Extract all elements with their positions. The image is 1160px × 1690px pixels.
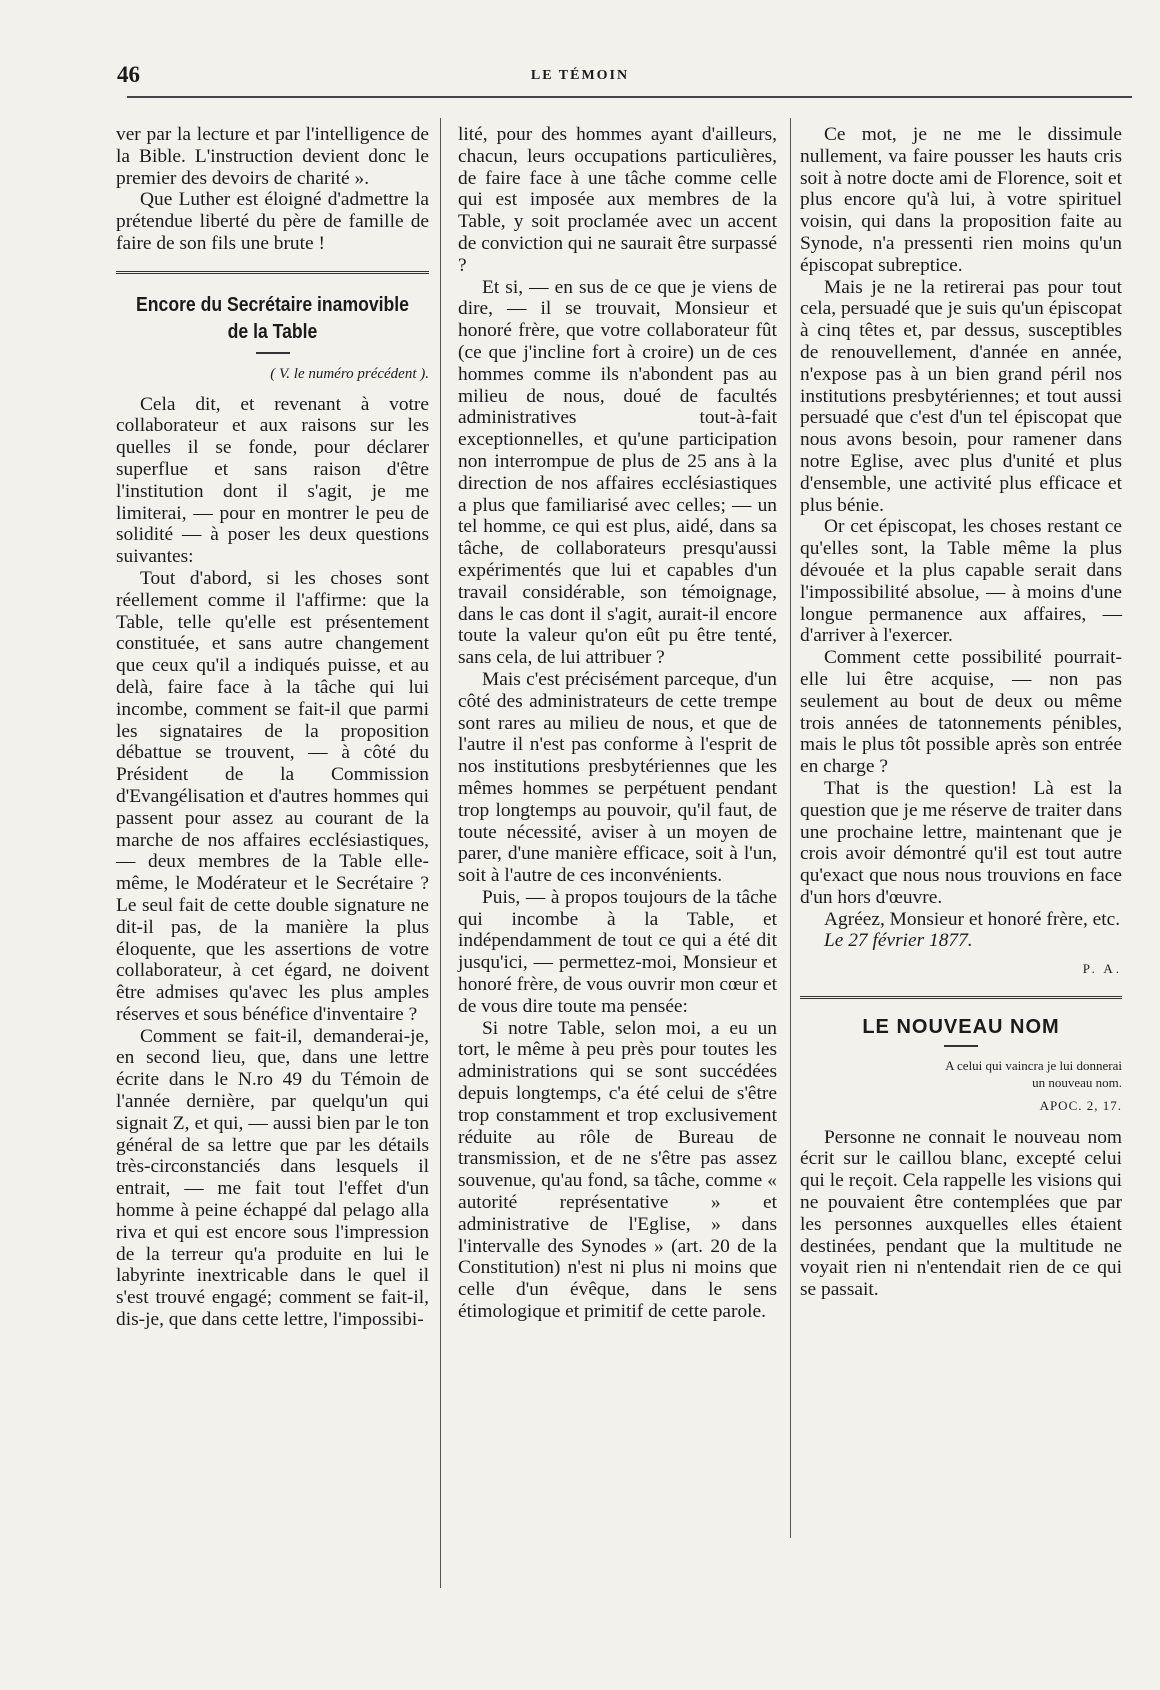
paragraph: Et si, — en sus de ce que je viens de dire, — il se trouvait, Monsieur et honoré frère, que votre collaborateur fût (ce que j'incline fort à croire) un de ces hommes comme ils n'abondent pas au milieu de nous, doué de facultés administratives tout-à-fait exceptionnelles, et qu'une participation non interrompue de plus de 25 ans à la direction de nos affaires ecclésiastiques a plus que familiarisé avec celles; — un tel homme, ce qui est plus, aidé, dans sa tâche, de collaborateurs presqu'aussi expérimentés que lui et capables d'un travail considérable, son témoignage, dans le cas dont il s'agit, aurait-il encore toute la valeur qu'on eût pu être tenté, sans cela, de lui attribuer ? bbox=[458, 276, 777, 669]
paragraph: ver par la lecture et par l'intelligence de la Bible. L'instruction devient donc le premier des devoirs de charité ». bbox=[116, 124, 429, 189]
paragraph: Cela dit, et revenant à votre collaborateur et aux raisons sur les quelles il se fonde, pour déclarer superflue et sans raison d'être l'institution dont il s'agit, je me limiterai, — pour en montrer le peu de solidité — à poser les deux questions suivantes: bbox=[116, 393, 429, 568]
column-2 bbox=[458, 124, 777, 1323]
paragraph: Comment cette possibilité pourrait-elle lui être acquise, — non pas seulement au bout de deux ou même trois années de tatonnements pénibles, mais le plus tôt possible après son entrée en charge ? bbox=[800, 647, 1122, 778]
dateline: Le 27 février 1877. bbox=[824, 930, 973, 952]
paragraph: Puis, — à propos toujours de la tâche qui incombe à la Table, et indépendamment de tout ce qui a été dit jusqu'ici, — permettez-moi, Monsieur et honoré frère, de vous ouvrir mon cœur et de vous dire toute ma pensée: bbox=[458, 886, 777, 1017]
paragraph: Comment se fait-il, demanderai-je, en second lieu, que, dans une lettre écrite dans le N.ro 49 du Témoin de l'année dernière, par quelqu'un qui signait Z, et qui, — aussi bien par le ton général de sa lettre que par les détails très-circonstanciés dans lesquels il entrait, — me fait tout l'effet d'un homme à peine échappé dal pelago alla riva et qui est encore sous l'impression de la terreur qu'a produite en lui le labyrinte inextricable dans le quel il s'est trouvé engagé; comment se fait-il, dis-je, que dans cette lettre, l'impossibi- bbox=[116, 1025, 429, 1331]
column-divider bbox=[790, 118, 791, 1538]
paragraph: Personne ne connait le nouveau nom écrit sur le caillou blanc, excepté celui qui le reçoit. Cela rappelle les visions qui ne pouvaient être contemplées que par les personnes auxquelles elles étaient destinées, pendant que la multitude ne voyait rien ni n'entendait rien de ce qui se passait. bbox=[800, 1126, 1122, 1301]
article-heading: Encore du Secrétaire inamovible bbox=[136, 293, 409, 316]
column-3 bbox=[800, 124, 1122, 1301]
column-divider bbox=[440, 118, 441, 1588]
heading-dash bbox=[256, 352, 290, 354]
paragraph: Agréez, Monsieur et honoré frère, etc. bbox=[824, 908, 1121, 930]
section-separator bbox=[800, 996, 1122, 999]
article-reference: ( V. le numéro précédent ). bbox=[270, 365, 429, 382]
column-1 bbox=[116, 124, 429, 1331]
epigraph-reference: APOC. 2, 17. bbox=[1039, 1097, 1122, 1113]
page-number: 46 bbox=[117, 62, 140, 87]
paragraph: Que Luther est éloigné d'admettre la prétendue liberté du père de famille de faire de son fils une brute ! bbox=[116, 189, 429, 254]
paragraph: Ce mot, je ne me le dissimule nullement, va faire pousser les hauts cris soit à notre docte ami de Florence, soit et plus encore qu'à lui, à votre spirituel voisin, qui dans la proposition faite au Synode, n'a pressenti rien moins qu'un épiscopat subreptice. bbox=[800, 124, 1122, 276]
paragraph: Mais c'est précisément parceque, d'un côté des administrateurs de cette trempe sont rares au milieu de nous, et que de l'autre il n'est pas conforme à l'esprit de nos institutions presbytériennes que les mêmes hommes se perpétuent pendant trop longtemps au pouvoir, qu'il faut, de toute nécessité, aviser à un moyen de parer, d'une manière efficace, soit à l'un, soit à l'autre de ces inconvénients. bbox=[458, 668, 777, 887]
article-heading: de la Table bbox=[227, 320, 318, 343]
section-separator bbox=[116, 271, 429, 274]
header-rule bbox=[127, 96, 1132, 98]
heading-dash bbox=[944, 1045, 978, 1047]
article-heading: LE NOUVEAU NOM bbox=[862, 1016, 1060, 1039]
paragraph: Tout d'abord, si les choses sont réellement comme il l'affirme: que la Table, telle qu'elle est présentement constituée, et sans autre changement que ceux qu'il a indiqués puisse, et au delà, faire face à la tâche qui lui incombe, comment se fait-il que parmi les signataires de la proposition débattue se trouvent, — à côté du Président de la Commission d'Evangélisation et d'autres hommes qui passent pour assez au courant de la marche de nos affaires ecclésiastiques, — deux membres de la Table elle-même, le Modérateur et le Secrétaire ? Le seul fait de cette double signature ne dit-il pas, de la manière la plus éloquente, que les assertions de votre collaborateur, à cet égard, ne doivent être admises qu'avec les plus amples réserves et sous bénéfice d'inventaire ? bbox=[116, 567, 429, 1025]
signature: P. A. bbox=[1082, 961, 1122, 977]
epigraph: A celui qui vaincra je lui donnerai un nouveau nom. bbox=[945, 1057, 1122, 1090]
paragraph: Si notre Table, selon moi, a eu un tort, le même à peu près pour toutes les administrations qui se sont succédées depuis longtemps, c'a été celui de s'être trop constamment et trop exclusivement réduite au rôle de Bureau de transmission, et de ne s'être pas assez souvenue, qu'au fond, sa tâche, comme « autorité représentative » et administrative de l'Eglise, » dans l'intervalle des Synodes » (art. 20 de la Constitution) n'est ni plus ni moins que celle d'un évêque, dans le sens étimologique et primitif de cette parole. bbox=[458, 1017, 777, 1323]
paragraph: lité, pour des hommes ayant d'ailleurs, chacun, leurs occupations particulières, de faire face à une tâche comme celle qui est imposée aux membres de la Table, y soit proclamée avec un accent de conviction qui ne saurait être surpassé ? bbox=[458, 124, 777, 276]
paragraph: Mais je ne la retirerai pas pour tout cela, persuadé que je suis qu'un épiscopat à cinq têtes et, par dessus, susceptibles de renouvellement, d'année en année, n'expose pas à un bien grand péril nos institutions presbytériennes; et tout aussi persuadé que c'est d'un tel épiscopat que nous avons besoin, pour ramener dans notre Eglise, avec plus d'unité et plus d'ensemble, une activité plus efficace et plus bénie. bbox=[800, 276, 1122, 516]
paragraph: That is the question! Là est la question que je me réserve de traiter dans une prochaine lettre, maintenant que je crois avoir démontré qu'il est tout autre qu'exact que nous nous trouvions en face d'un hors d'œuvre. bbox=[800, 777, 1122, 908]
running-title: LE TÉMOIN bbox=[530, 68, 630, 83]
paragraph: Or cet épiscopat, les choses restant ce qu'elles sont, la Table même la plus dévouée et la plus capable serait dans l'impossibilité absolue, — à moins d'une longue permanence aux affaires, — d'arriver à l'exercer. bbox=[800, 516, 1122, 647]
